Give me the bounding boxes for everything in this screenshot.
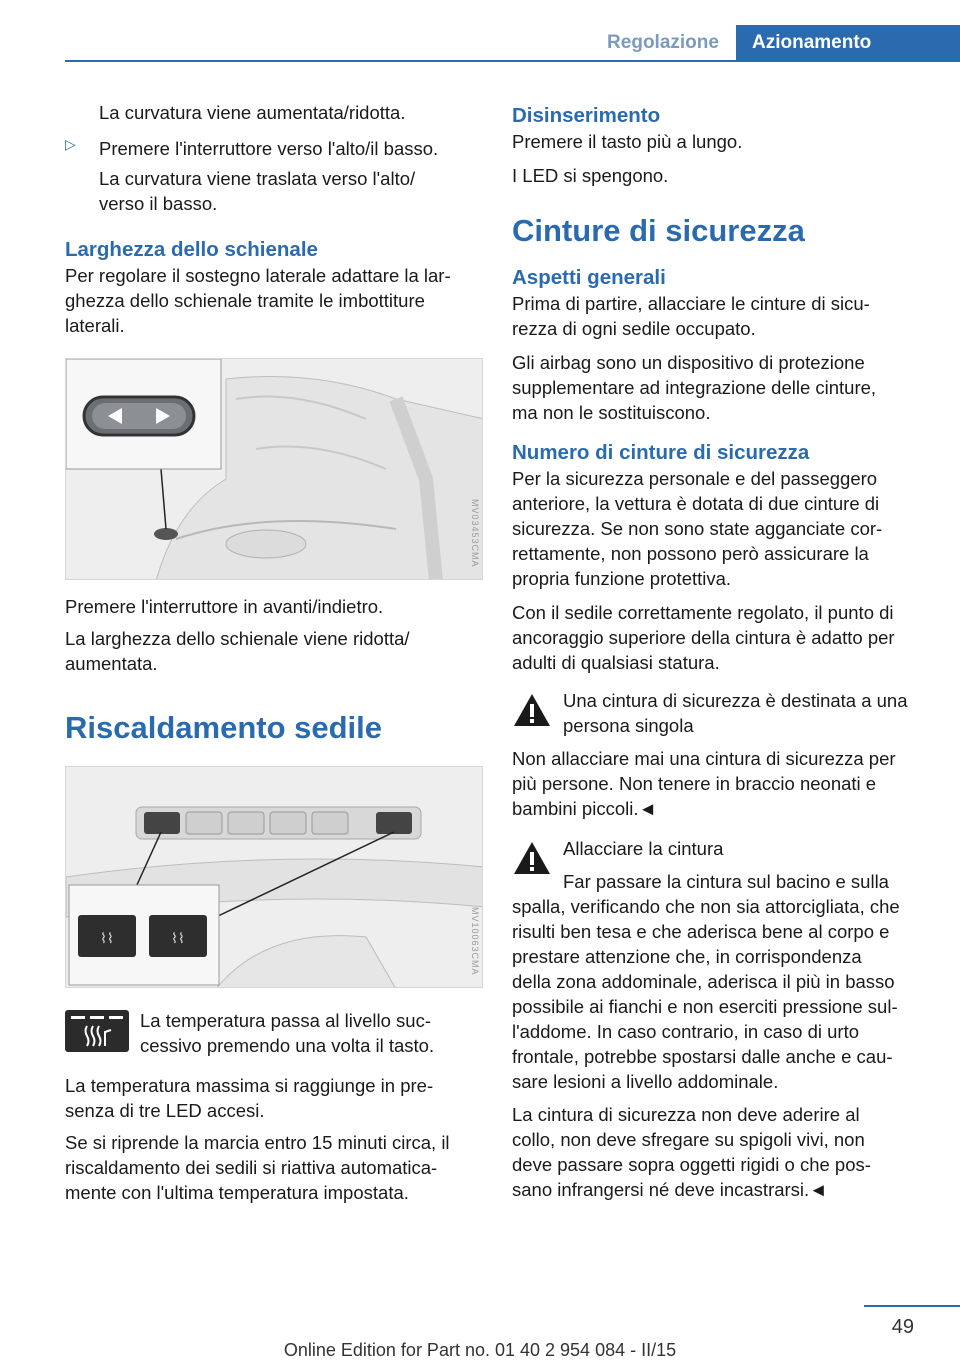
edition-footer: Online Edition for Part no. 01 40 2 954 084 - II/15: [283, 1340, 677, 1360]
tab-azionamento[interactable]: Azionamento: [736, 25, 960, 61]
seat-heating-icon: [65, 1010, 129, 1052]
bullet-text: Premere l'interruttore verso l'alto/il basso.: [99, 138, 439, 159]
section-heading-larghezza: Larghezza dello schienale: [65, 238, 318, 261]
section-heading-disinserimento: Disinserimento: [512, 104, 661, 127]
svg-text:⌇⌇: ⌇⌇: [100, 931, 114, 947]
section-title-riscaldamento: Riscaldamento sedile: [65, 710, 383, 745]
riprende-text: Se si riprende la marcia entro 15 minuti circa, il riscaldamento dei sedili si riattiva automatica- mente con l'ultima temperatura impostata.: [65, 1132, 450, 1203]
sicurezza-text: Per la sicurezza personale e del passeggero anteriore, la vettura è dotata di due cinture di sicurezza. Se non sono state agganciate cor- rettamente, non possono però assicurare la propria funzione protettiva.: [512, 468, 883, 589]
warning-text-1: Non allacciare mai una cintura di sicurezza per più persone. Non tenere in braccio neonati e bambini piccoli.◄: [512, 748, 896, 819]
warning-text-2: spalla, verificando che non sia attorcigliata, che risulti ben tesa e che aderisca bene al corpo e prestare attenzione che, in corrispondenza della zona addominale, aderisca il più in basso possibile ai fianchi e non eserciti pressione sul- l'addome. In caso contrario, in caso di urto frontale, potrebbe spostarsi dalle anche e cau- sare lesioni a livello addominale.: [512, 896, 900, 1092]
seat-heating-figure: [65, 766, 483, 988]
heating-button-row: [65, 1008, 483, 1058]
figure-code: MV10063CMA: [470, 907, 480, 976]
collo-text: La cintura di sicurezza non deve aderire al collo, non deve sfregare su spigoli vivi, non deve passare sopra oggetti rigidi o che pos- sano infrangersi né deve incastrarsi.◄: [512, 1104, 871, 1200]
ridotta-text: La larghezza dello schienale viene ridotta/ aumentata.: [65, 628, 410, 674]
footer-divider: [864, 1305, 960, 1307]
left-column: [65, 100, 483, 1205]
warning-icon: [512, 692, 552, 728]
sedile-text: Con il sedile correttamente regolato, il punto di ancoraggio superiore della cintura è adatto per adulti di qualsiasi statura.: [512, 602, 895, 673]
airbag-text: Gli airbag sono un dispositivo di protezione supplementare ad integrazione delle cinture, ma non le sostituiscono.: [512, 352, 877, 423]
figure-code: MV03453CMA: [470, 499, 480, 568]
section-heading-aspetti: Aspetti generali: [512, 266, 666, 289]
svg-text:⌇⌇: ⌇⌇: [171, 931, 185, 947]
right-column: [512, 100, 932, 1202]
temperatura-max-text: La temperatura massima si raggiunge in pre- senza di tre LED accesi.: [65, 1075, 434, 1121]
tab-regolazione[interactable]: Regolazione: [607, 32, 719, 53]
page-number: 49: [891, 1316, 914, 1338]
warning-block-1: [512, 688, 932, 738]
larghezza-text: Per regolare il sostegno laterale adattare la lar- ghezza dello schienale tramite le imbottiture laterali.: [65, 265, 451, 336]
section-title-cinture: Cinture di sicurezza: [512, 213, 805, 248]
warning-block-2: [512, 836, 932, 894]
curvatura-text: La curvatura viene aumentata/ridotta.: [99, 102, 406, 123]
warning-title-2: Allacciare la cintura: [563, 838, 724, 859]
premere-text: Premere l'interruttore in avanti/indietro.: [65, 596, 384, 617]
led-text: I LED si spengono.: [512, 165, 669, 186]
bullet-item: [65, 136, 483, 161]
warning-icon: [512, 840, 552, 876]
traslata-text: La curvatura viene traslata verso l'alto/ verso il basso.: [99, 168, 416, 214]
seat-switch-figure: [65, 358, 483, 580]
warning-title-1: Una cintura di sicurezza è destinata a una persona singola: [563, 690, 908, 736]
tasto-text: Premere il tasto più a lungo.: [512, 131, 743, 152]
temperatura-text: La temperatura passa al livello suc- cessivo premendo una volta il tasto.: [140, 1010, 435, 1056]
section-heading-numero: Numero di cinture di sicurezza: [512, 441, 810, 464]
seat-illustration: [66, 359, 483, 580]
warning-line-2: Far passare la cintura sul bacino e sulla: [563, 871, 889, 892]
header-divider: [65, 60, 960, 62]
console-illustration: [66, 767, 483, 988]
triangle-bullet-icon: ▷: [65, 136, 76, 152]
prima-text: Prima di partire, allacciare le cinture di sicu- rezza di ogni sedile occupato.: [512, 293, 870, 339]
